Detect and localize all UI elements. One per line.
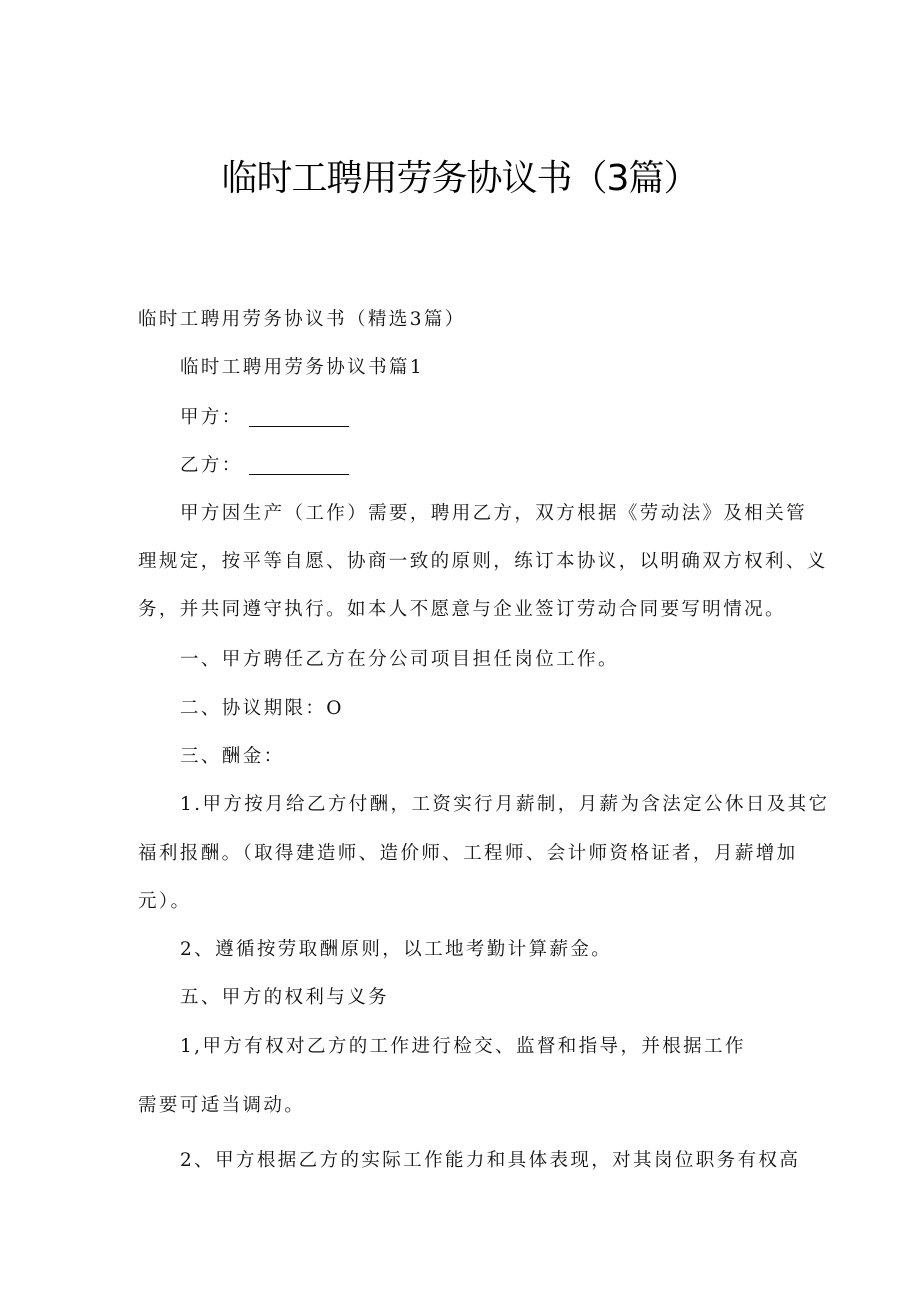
paragraph-line: 元）。: [138, 891, 192, 912]
section-heading: 五、甲方的权利与义务: [180, 987, 390, 1008]
clause-line: 三、酬金：: [180, 746, 285, 767]
document-title: 临时工聘用劳务协议书（3篇）: [221, 158, 699, 199]
paragraph-line: 甲方因生产（工作）需要，聘用乙方，双方根据《劳动法》及相关管: [180, 503, 808, 524]
clause-line: 2、遵循按劳取酬原则，以工地考勤计算薪金。: [180, 939, 613, 960]
section-heading: 临时工聘用劳务协议书篇1: [180, 357, 425, 378]
paragraph-line: 2、甲方根据乙方的实际工作能力和具体表现，对其岗位职务有权高: [180, 1150, 801, 1171]
party-b-blank: [249, 456, 349, 475]
paragraph-line: 1.甲方按月给乙方付酬，工资实行月薪制，月薪为含法定公休日及其它: [180, 794, 830, 815]
party-a-blank: [249, 408, 349, 427]
party-a-line: [180, 405, 349, 431]
clause-line: 一、甲方聘任乙方在分公司项目担任岗位工作。: [180, 649, 619, 670]
party-b-line: [180, 453, 349, 479]
party-a-label: 甲方：: [180, 407, 243, 428]
party-b-label: 乙方：: [180, 455, 243, 476]
subtitle-line: 临时工聘用劳务协议书（精选3篇）: [138, 309, 466, 330]
paragraph-line: 务，并共同遵守执行。如本人不愿意与企业签订劳动合同要写明情况。: [138, 599, 786, 620]
paragraph-line: 需要可适当调动。: [138, 1095, 306, 1116]
paragraph-line: 理规定，按平等自愿、协商一致的原则，练订本协议，以明确双方权利、义: [138, 551, 828, 572]
paragraph-line: 1,甲方有权对乙方的工作进行检交、监督和指导，并根据工作: [180, 1036, 746, 1057]
clause-line: 二、协议期限：O: [180, 698, 344, 719]
paragraph-line: 福利报酬。（取得建造师、造价师、工程师、会计师资格证者，月薪增加: [138, 843, 798, 864]
